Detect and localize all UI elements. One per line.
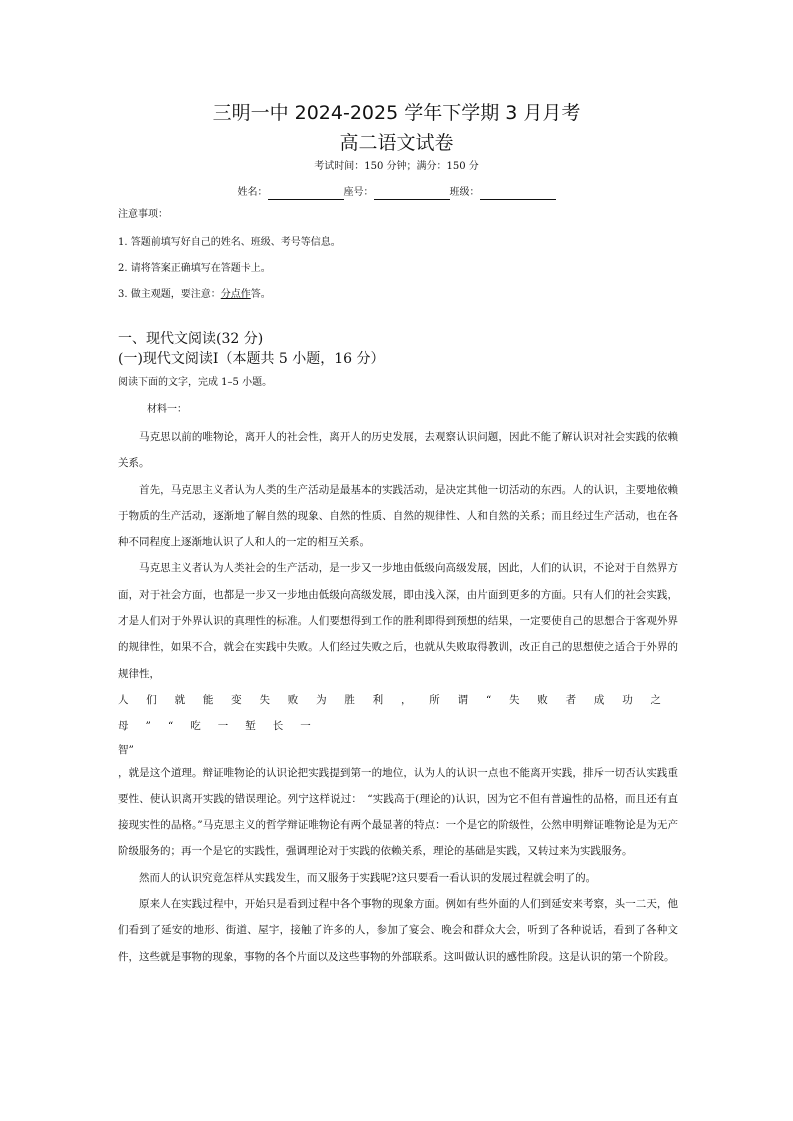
note-item-3-pre: 3. 做主观题，要注意：: [118, 289, 221, 300]
note-item-3-post: 答。: [250, 289, 271, 300]
note-item-2: 2. 请将答案正确填写在答题卡上。: [118, 263, 271, 274]
student-info-fields: [0, 186, 793, 200]
exam-meta: 考试时间：150 分钟；满分：150 分: [314, 161, 479, 172]
class-label: 班级：: [449, 187, 480, 198]
paragraph-3a: 马克思主义者认为人类社会的生产活动，是一步又一步地由低级向高级发展，因此，人们的认识，不论对于自然界方面，对于社会方面，也都是一步又一步地由低级向高级发展，即由浅入深，由片面到更多的方面。只有人们的社会实践，才是人们对于外界认识的真理性的标准。人们要想得到工作的胜利即得到预想的结果，一定要使自己的思想合于客观外界的规律性，如果不合，就会在实践中失败。人们经过失败之后，也就从失败取得教训，改正自己的思想使之适合于外界的规律性，: [118, 562, 678, 680]
note-item-1: 1. 答题前填写好自己的姓名、班级、考号等信息。: [118, 237, 341, 248]
section-heading: 一、现代文阅读(32 分): [118, 331, 264, 347]
seat-label: 座号：: [343, 187, 374, 198]
name-label: 姓名：: [237, 187, 268, 198]
exam-title: 三明一中 2024-2025 学年下学期 3 月月考: [212, 102, 581, 124]
material-label: 材料一：: [147, 404, 187, 415]
class-blank[interactable]: [480, 188, 556, 200]
paragraph-3d: ，就是这个道理。辩证唯物论的认识论把实践提到第一的地位，认为人的认识一点也不能离开实践，排斥一切否认实践重要性、使认识离开实践的错误理论。列宁这样说过： “实践高于(理论的)认识，因为它不但有普遍性的品格，而且还有直接现实性的品格。”马克思主义的哲学辩证唯物论有两个最显著的特点：一个是它的阶级性，公然申明辩证唯物论是为无产阶级服务的；再一个是它的实践性，强调理论对于实践的依赖关系，理论的基础是实践，又转过来为实践服务。: [118, 766, 678, 858]
name-blank[interactable]: [268, 188, 344, 200]
subsection-heading: (一)现代文阅读Ⅰ（本题共 5 小题，16 分）: [118, 351, 385, 367]
passage: [118, 424, 678, 970]
exam-subtitle: 高二语文试卷: [339, 132, 454, 154]
paragraph-3c: 智”: [118, 743, 134, 756]
notes-title: 注意事项：: [118, 209, 168, 220]
paragraph-2: 首先，马克思主义者认为人类的生产活动是最基本的实践活动，是决定其他一切活动的东西。人的认识，主要地依赖于物质的生产活动，逐渐地了解自然的现象、自然的性质、自然的规律性、人和自然的关系；而且经过生产活动，也在各种不同程度上逐渐地认识了人和人的一定的相互关系。: [118, 483, 678, 549]
note-item-3: [118, 288, 271, 302]
paragraph-4: 然而人的认识究竟怎样从实践发生，而又服务于实践呢?这只要看一看认识的发展过程就会明了的。: [139, 871, 597, 884]
paragraph-3b-spaced: 人们就能变失败为胜利，所谓“失败者成功之母”“吃一堑长一: [118, 693, 678, 733]
reading-instruction: 阅读下面的文字，完成 1–5 小题。: [118, 377, 273, 388]
note-item-3-underlined: 分点作: [220, 289, 251, 300]
paragraph-1: 马克思以前的唯物论，离开人的社会性，离开人的历史发展，去观察认识问题，因此不能了解认识对社会实践的依赖关系。: [118, 431, 678, 470]
seat-blank[interactable]: [374, 188, 450, 200]
paragraph-5: 原来人在实践过程中，开始只是看到过程中各个事物的现象方面。例如有些外面的人们到延安来考察，头一二天，他们看到了延安的地形、街道、屋宇，接触了许多的人，参加了宴会、晚会和群众大会，听到了各种说话，看到了各种文件，这些就是事物的现象，事物的各个片面以及这些事物的外部联系。这叫做认识的感性阶段。这是认识的第一个阶段。: [118, 898, 678, 963]
